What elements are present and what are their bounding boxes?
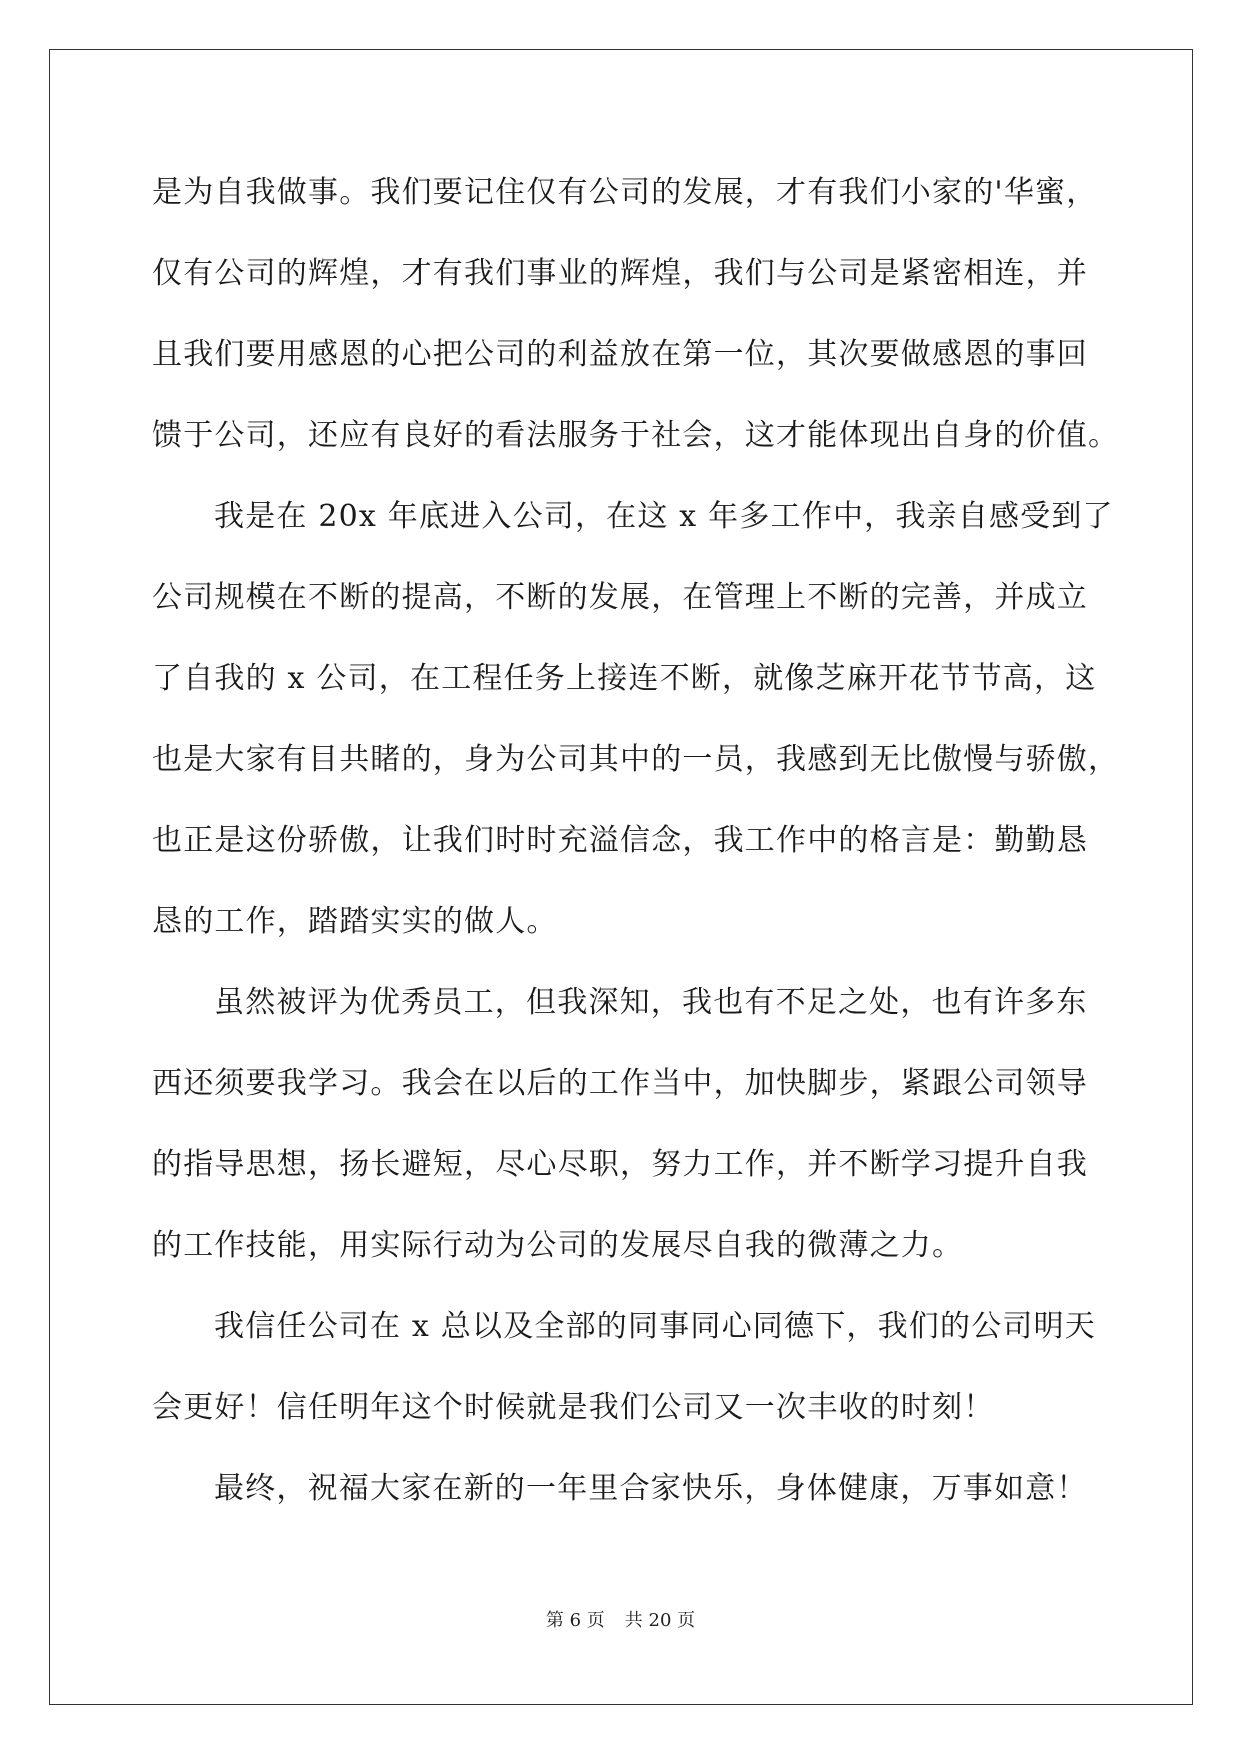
text-line: 也正是这份骄傲，让我们时时充溢信念，我工作中的格言是：勤勤恳	[152, 823, 1088, 858]
text-line: 且我们要用感恩的心把公司的利益放在第一位，其次要做感恩的事回	[152, 337, 1088, 372]
text-line: 馈于公司，还应有良好的看法服务于社会，这才能体现出自身的价值。	[152, 418, 1120, 453]
text-line: 也是大家有目共睹的，身为公司其中的一员，我感到无比傲慢与骄傲，	[152, 742, 1120, 777]
text-line: 的工作技能，用实际行动为公司的发展尽自我的微薄之力。	[152, 1228, 964, 1263]
text-line: 恳的工作，踏踏实实的做人。	[152, 904, 558, 939]
text-line: 公司规模在不断的提高，不断的发展，在管理上不断的完善，并成立	[152, 580, 1088, 615]
page-number: 第 6 页	[545, 1610, 605, 1631]
text-line: 了自我的 x 公司，在工程任务上接连不断，就像芝麻开花节节高，这	[152, 661, 1097, 696]
page-total: 共 20 页	[624, 1610, 696, 1631]
text-line: 虽然被评为优秀员工，但我深知，我也有不足之处，也有许多东	[214, 985, 1088, 1020]
text-line: 的指导思想，扬长避短，尽心尽职，努力工作，并不断学习提升自我	[152, 1147, 1088, 1182]
text-line: 我是在 20x 年底进入公司，在这 x 年多工作中，我亲自感受到了	[214, 499, 1114, 534]
document-body	[152, 163, 1120, 1540]
text-line: 是为自我做事。我们要记住仅有公司的发展，才有我们小家的'华蜜，	[152, 175, 1098, 210]
text-line: 西还须要我学习。我会在以后的工作当中，加快脚步，紧跟公司领导	[152, 1066, 1088, 1101]
page-footer	[0, 1606, 1241, 1632]
text-line: 会更好！信任明年这个时候就是我们公司又一次丰收的时刻！	[152, 1390, 995, 1425]
text-line: 最终，祝福大家在新的一年里合家快乐，身体健康，万事如意！	[214, 1471, 1088, 1506]
text-line: 我信任公司在 x 总以及全部的同事同心同德下，我们的公司明天	[214, 1309, 1096, 1344]
text-line: 仅有公司的辉煌，才有我们事业的辉煌，我们与公司是紧密相连，并	[152, 256, 1088, 291]
